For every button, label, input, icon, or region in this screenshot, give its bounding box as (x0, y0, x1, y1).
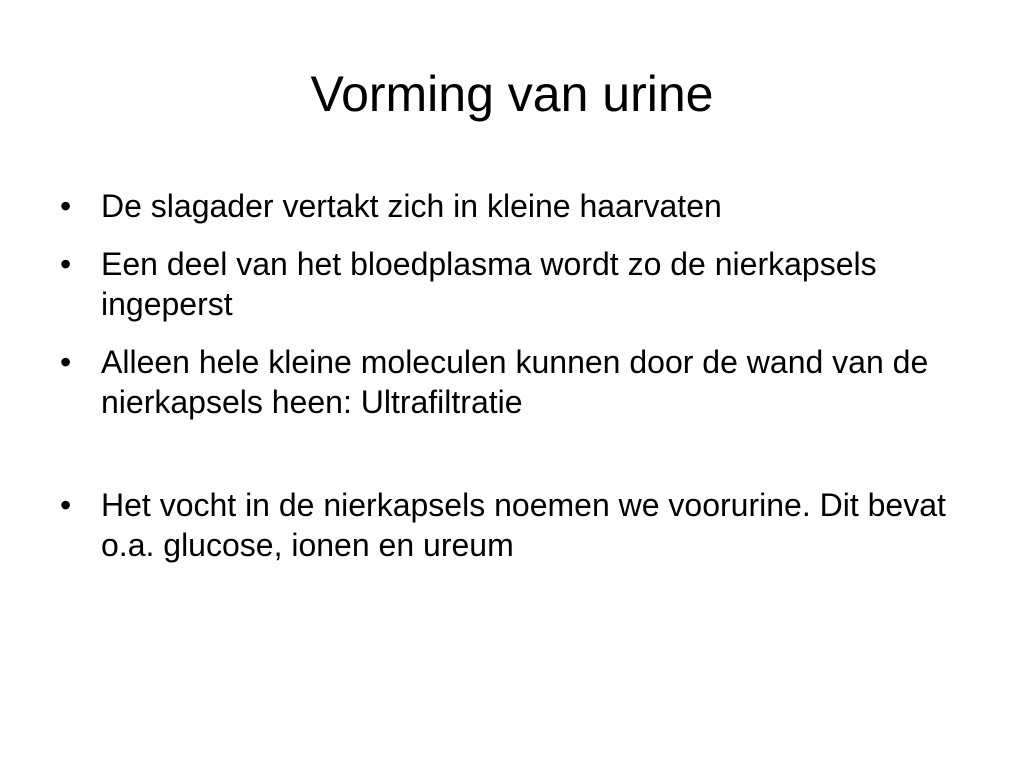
bullet-item-1 (56, 186, 966, 226)
bullet-list (56, 186, 966, 583)
bullet-dot-icon: • (60, 188, 72, 224)
bullet-item-4 (56, 485, 966, 565)
bullet-dot-icon: • (60, 487, 72, 523)
bullet-text-4: Het vocht in de nierkapsels noemen we voorurine. Dit bevat o.a. glucose, ionen en ureum (101, 487, 946, 563)
bullet-item-3 (56, 342, 966, 422)
bullet-text-1: De slagader vertakt zich in kleine haarvaten (101, 188, 722, 224)
bullet-text-3: Alleen hele kleine moleculen kunnen door de wand van de nierkapsels heen: Ultrafiltratie (101, 344, 929, 420)
bullet-item-2 (56, 244, 966, 324)
bullet-text-2: Een deel van het bloedplasma wordt zo de nierkapsels ingeperst (101, 246, 877, 322)
slide-title: Vorming van urine (310, 66, 714, 122)
bullet-dot-icon: • (60, 344, 72, 380)
bullet-dot-icon: • (60, 246, 72, 282)
